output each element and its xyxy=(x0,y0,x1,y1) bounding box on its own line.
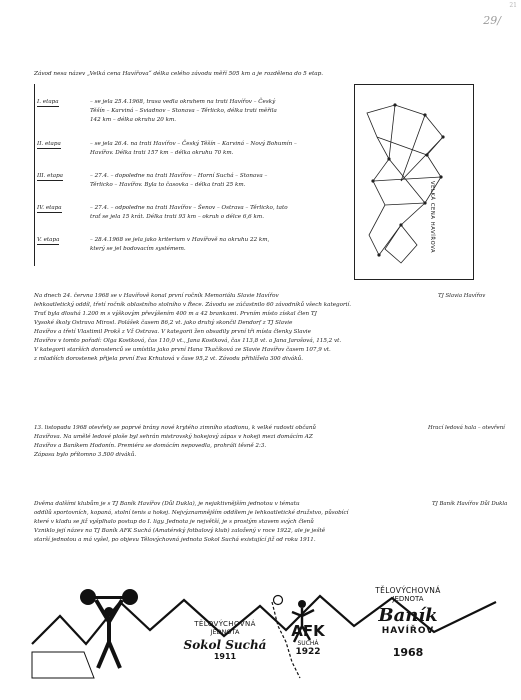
side-note-ice-hall: Hrací ledová hala – otevření xyxy=(428,425,505,431)
stages-list xyxy=(34,84,353,266)
paragraph-line: Vzniklo její název na TJ Baník AFK Suchá (Amatérský fotbalový klub) založený v roce 1922, ale je ještě xyxy=(34,528,326,534)
paragraph-line: Havířov v tomto pořadí: Olga Kostková, čas 110,0 vt., Jana Kostková, čas 113,8 vt. a Jana Jarošová, 115,2 vt. xyxy=(34,338,342,344)
paragraph-slalom xyxy=(34,292,442,364)
stage-line: Těšín – Karviná – Sviadnov – Stonava – Těrlicko, délka trati měřila xyxy=(90,108,277,114)
logo-banik-line1: TĚLOVÝCHOVNÁ xyxy=(375,586,441,595)
logo-banik-havirov xyxy=(342,586,474,659)
stage-line: – 27.4. – dopoledne na trati Havířov – Horní Suchá – Stonava – xyxy=(90,173,268,179)
logo-sokol-name: Sokol Suchá xyxy=(183,638,267,652)
stage-line: Těrlicko – Havířov. Byla to časovka – délka trati 25 km. xyxy=(90,182,246,188)
stage-line: – se jela 26.4. na trati Havířov – Český Těšín – Karviná – Nový Bohumín – xyxy=(90,141,297,147)
paragraph-line: Havířov a třetí Vlastimil Prokš z Vž Ostrava. V kategorii žen obsadily první tři místa členky Slavie xyxy=(34,329,311,335)
paragraph-line: Zápasu bylo přítomno 3.500 diváků. xyxy=(34,452,137,458)
logo-banik-name: Baník xyxy=(378,605,438,626)
stage-line: Havířov. Délka trati 157 km – délka okruhu 70 km. xyxy=(90,150,234,156)
route-map-drawing xyxy=(355,85,473,279)
logo-banik-town: HAVÍŘOV xyxy=(381,626,435,636)
paragraph-line: Vysoké školy Ostrava Mirosl. Polášek časem 86,2 vt. jako druhý skončil Dendorf z TJ Slavie xyxy=(34,320,293,326)
stage-label: I. etapa xyxy=(37,99,59,105)
soccer-ball-icon xyxy=(274,596,283,605)
paragraph-line: které v kladu se již vyšplhalo postup do I. ligy. Jednota je největší, je s prostým stavem svých členů xyxy=(34,519,314,525)
corner-tiny-mark: 21 xyxy=(509,2,517,9)
logo-afk-sucha xyxy=(280,622,336,657)
stage-line: – 27.4. – odpoledne na trati Havířov – Šenov – Ostrava – Těrlicko, tato xyxy=(90,205,288,211)
logo-afk-town: SUCHÁ xyxy=(297,640,319,647)
paragraph-banik xyxy=(34,500,442,545)
stage-line: 142 km – délka okruhu 20 km. xyxy=(90,117,177,123)
stage-label: V. etapa xyxy=(37,237,60,243)
weightlifter-icon xyxy=(80,589,138,668)
paragraph-line: z mladších dorostenek přijela první Eva Krhutová v čase 95,2 vt. Závodu přihlížela 300 diváků. xyxy=(34,356,304,362)
paragraph-line: oddílů sportovních, kopaná, stolní tenis a hokej. Nejvýznamnějším oddílem je lehkoatletické družstvo, působící xyxy=(34,510,349,516)
side-note-slavia: TJ Slavia Havířov xyxy=(438,293,486,299)
stage-label: II. etapa xyxy=(37,141,61,147)
paragraph-line: Havířov a Baníkem Hodonín. Premiéra se domácím nepovedla, prohráli těsně 2:3. xyxy=(34,443,267,449)
logo-sokol-line2: JEDNOTA xyxy=(210,628,240,636)
stage-line: který se jel bodovacím systémem. xyxy=(90,246,186,252)
stage-label: IV. etapa xyxy=(37,205,62,211)
logo-sokol-sucha xyxy=(180,620,270,661)
page-number-annotation: 29/ xyxy=(483,14,501,27)
stage-label: III. etapa xyxy=(37,173,63,179)
stage-line: – 28.4.1968 se jela jako kriterium v Havířově na okruhu 22 km, xyxy=(90,237,270,243)
side-note-banik: TJ Baník Havířov Důl Dukla xyxy=(432,501,508,507)
paragraph-line: lehkoatletický oddíl, třetí ročník oblastního stolního v Řece. Závodu se zúčastnilo 60 závodníků všech kategorií. xyxy=(34,302,351,308)
logo-afk-year: 1922 xyxy=(295,647,321,657)
paragraph-line: 13. listopadu 1968 otevřely se poprvé brány nové krytého zimního stadionu, k velké radosti občanů xyxy=(34,425,317,431)
paragraph-line: Na dnech 24. června 1968 se v Havířově konal první ročník Memoriálu Slavie Havířov xyxy=(34,293,279,299)
paragraph-line: Dvěma dalšími klubům je s TJ Baník Havířov (Důl Dukla), je nejaktivnějším jednotou v tématu xyxy=(34,501,300,507)
logo-sokol-line1: TĚLOVÝCHOVNÁ xyxy=(194,620,256,628)
paragraph-line: V kategorii starších dorostenců se umístila jako první Hana Tkačíková ze Slavie Havířov časem 107,9 vt. xyxy=(34,347,331,353)
intro-line: Závod nesa název „Velká cena Havířova“ délka celého závodu měří 505 km a je rozdělena do 5 etap. xyxy=(34,71,324,77)
paragraph-line: starší jednotou a má vyšel, po objevu Tělovýchovná jednota Sokol Suchá existující již od roku 1911. xyxy=(34,537,316,543)
club-logos-strip xyxy=(24,582,502,692)
logo-banik-year: 1968 xyxy=(392,646,424,659)
stage-line: trať se jela 15 krát. Délka trati 93 km – okruh o délce 6,6 km. xyxy=(90,214,264,220)
paragraph-ice-hall xyxy=(34,424,442,460)
stage-line: – se jela 25.4.1968, trasa vedla okruhem na trati Havířov – Český xyxy=(90,99,276,105)
map-caption: VELKÁ CENA HAVÍŘOVA xyxy=(429,181,435,254)
paragraph-line: Trať byla dlouhá 1.200 m s výškovým převýšením 400 m a 42 brankami. Prvním místo získal člen TJ xyxy=(34,311,317,317)
paragraph-line: Havířova. Na umělé ledové ploše byl sehrán mistrovský hokejový zápas v hokeji mezi domácím AZ xyxy=(34,434,313,440)
logo-banik-line2: JEDNOTA xyxy=(392,595,424,603)
logo-afk-name: AFK xyxy=(291,622,325,640)
route-map-sketch xyxy=(354,84,474,280)
logo-sokol-year: 1911 xyxy=(213,652,237,661)
